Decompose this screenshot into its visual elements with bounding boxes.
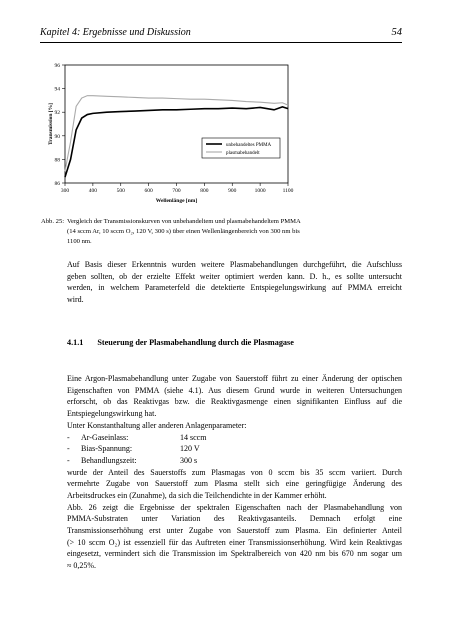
- header-rule: [40, 42, 402, 43]
- paragraph-intro: [67, 259, 402, 306]
- plot-frame: [65, 65, 288, 183]
- text-line: erforscht, ob das Reaktivgas bzw. die Reaktivgasmenge einen signifikanten Einfluss auf die: [67, 397, 402, 407]
- section-title: Steuerung der Plasmabehandlung durch die Plasmagase: [97, 338, 294, 347]
- caption-line: Vergleich der Transmissionskurven von unbehandeltem und plasmabehandeltem PMMA: [67, 218, 301, 225]
- parameter-name: Behandlungszeit:: [81, 455, 137, 465]
- text-line: Eine Argon-Plasmabehandlung unter Zugabe von Sauerstoff führt zu einer Änderung der optischen: [67, 374, 402, 383]
- section-number: 4.1.1: [67, 338, 84, 347]
- text-line: vermehrte Zugabe von Sauerstoff zum Plasma stellt sich eine geringfügige Änderung des: [67, 479, 402, 489]
- x-axis-label: Wellenlänge [nm]: [155, 198, 198, 204]
- x-tick-label: 500: [116, 188, 125, 194]
- section-heading: [67, 338, 294, 347]
- text-line: Transmissionserhöhung erst unter Zugabe von Sauerstoff zum Plasma. Ein definierter Anteil: [67, 526, 402, 536]
- y-tick-label: 94: [54, 86, 60, 93]
- transmission-chart: [45, 55, 300, 210]
- text-line: wird.: [67, 295, 84, 305]
- x-tick-label: 300: [60, 188, 70, 194]
- text-line: werden, in welchem Parameterfeld die detektierte Entspiegelungswirkung auf PMMA erreicht: [67, 283, 402, 293]
- caption-line: (14 sccm Ar, 10 sccm O₂, 120 V, 300 s) über einen Wellenlängenbereich von 300 nm bis: [67, 228, 300, 235]
- x-tick-label: 700: [172, 188, 181, 194]
- series-line-plasma: [65, 96, 288, 172]
- paragraph-results: [67, 467, 402, 572]
- paragraph-method: [67, 373, 402, 432]
- parameter-value: 14 sccm: [180, 432, 207, 442]
- page-number: 54: [391, 27, 402, 38]
- parameter-name: Bias-Spannung:: [81, 444, 133, 454]
- text-line: Arbeitsdruckes ein (Zunahme), da sich die Teilchendichte in der Kammer erhöht.: [67, 490, 327, 500]
- chapter-title: Kapitel 4: Ergebnisse und Diskussion: [40, 27, 191, 38]
- parameter-value: 300 s: [180, 455, 198, 465]
- x-tick-label: 900: [228, 188, 237, 194]
- text-line: Entspiegelungswirkung hat.: [67, 409, 157, 419]
- y-tick-label: 96: [54, 63, 60, 69]
- list-dash: -: [67, 444, 70, 454]
- y-axis-label: Transmission [%]: [48, 103, 54, 145]
- x-tick-label: 1000: [254, 188, 266, 194]
- list-dash: -: [67, 455, 70, 465]
- text-line: wurde der Anteil des Sauerstoffs zum Plasmagas von 0 sccm bis 35 sccm variiert. Durch: [67, 467, 402, 477]
- text-line: (> 10 sccm O₂) ist essenziell für das Auftreten einer Transmissionserhöhung. Wird kein Reaktivgas: [67, 537, 402, 547]
- text-line: PMMA-Substraten unter Variation des Reaktivgasanteils. Demnach erfolgt eine: [67, 514, 402, 524]
- x-tick-label: 400: [88, 188, 97, 194]
- text-line: Unter Konstanthaltung aller anderen Anlagenparameter:: [67, 420, 247, 430]
- x-tick-label: 1100: [282, 188, 294, 194]
- caption-line: 1100 nm.: [67, 238, 92, 245]
- y-tick-label: 92: [54, 110, 60, 117]
- parameter-value: 120 V: [180, 444, 200, 454]
- legend-label: plasmabehandelt: [226, 151, 260, 156]
- text-line: eingesetzt, vermindert sich die Transmission im Spektralbereich von 420 nm bis 670 nm sogar um: [67, 549, 402, 559]
- figure-caption: [41, 217, 397, 247]
- caption-label: Abb. 25:: [41, 218, 65, 225]
- y-tick-label: 86: [54, 181, 60, 187]
- list-dash: -: [67, 432, 70, 442]
- legend-label: unbehandeltes PMMA: [226, 143, 272, 148]
- y-tick-label: 88: [54, 157, 60, 164]
- page-header: [40, 27, 402, 45]
- text-line: Auf Basis dieser Erkenntnis wurden weitere Plasmabehandlungen durchgeführt, die Aufschluss: [67, 260, 402, 269]
- text-line: Eigenschaften von PMMA (siehe 4.1). Aus diesem Grund wurde in weiteren Untersuchungen: [67, 385, 402, 395]
- x-tick-label: 800: [200, 188, 209, 194]
- text-line: ≈ 0,25%.: [67, 561, 97, 571]
- x-tick-label: 600: [144, 188, 153, 194]
- parameter-name: Ar-Gaseinlass:: [81, 432, 129, 442]
- y-tick-label: 90: [54, 133, 60, 140]
- text-line: Abb. 26 zeigt die Ergebnisse der spektralen Eigenschaften nach der Plasmabehandlung von: [67, 502, 402, 512]
- text-line: geben sollten, ob der erzielte Effekt weiter optimiert werden kann. D. h., es sollte untersucht: [67, 271, 402, 281]
